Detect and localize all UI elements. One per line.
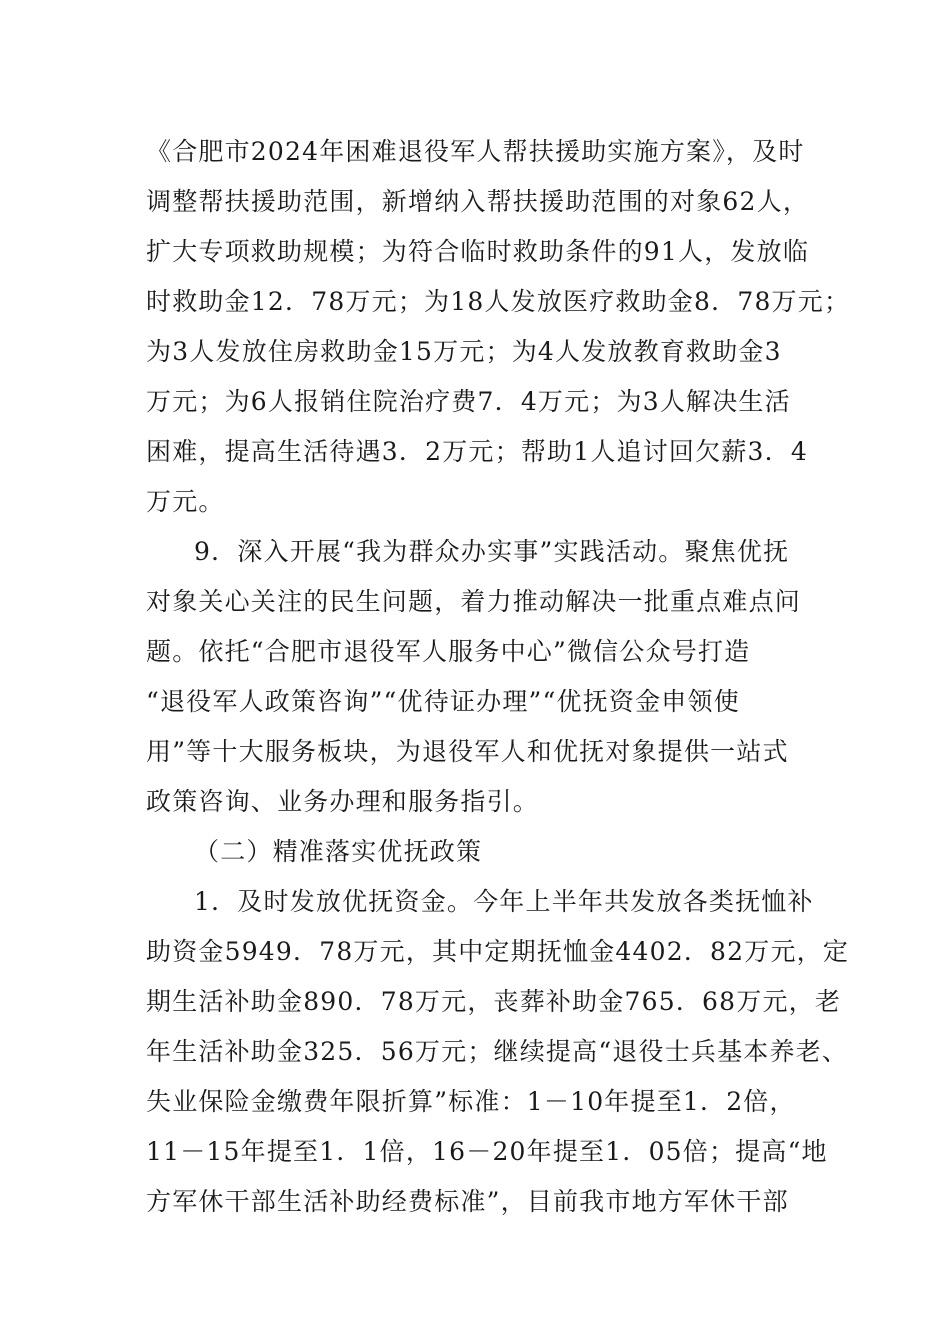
text-line: 失业保险金缴费年限折算”标准：1－10年提至1．2倍， [146,1087,796,1116]
text-line: 政策咨询、业务办理和服务指引。 [146,787,540,816]
text-line: 年生活补助金325．56万元；继续提高“退役士兵基本养老、 [146,1037,849,1066]
text-line: 11－15年提至1．1倍，16－20年提至1．05倍；提高“地 [146,1137,828,1166]
section-heading: （二）精准落实优抚政策 [194,837,483,866]
text-line: 扩大专项救助规模；为符合临时救助条件的91人，发放临 [146,237,810,266]
text-line: 助资金5949．78万元，其中定期抚恤金4402．82万元，定 [146,937,850,966]
text-line: 期生活补助金890．78万元，丧葬补助金765．68万元，老 [146,987,842,1016]
text-line: 题。依托“合肥市退役军人服务中心”微信公众号打造 [146,637,751,666]
text-line: 万元；为6人报销住院治疗费7．4万元；为3人解决生活 [146,387,791,416]
text-line: 调整帮扶援助范围，新增纳入帮扶援助范围的对象62人， [146,187,810,216]
text-line: 为3人发放住房救助金15万元；为4人发放教育救助金3 [146,337,782,366]
text-line: 万元。 [146,487,225,516]
text-line: “退役军人政策咨询”“优待证办理”“优抚资金申领使 [146,687,740,716]
text-line: 时救助金12．78万元；为18人发放医疗救助金8．78万元； [146,287,851,316]
text-line: 困难，提高生活待遇3．2万元；帮助1人追讨回欠薪3．4 [146,437,808,466]
text-line: 用”等十大服务板块，为退役军人和优抚对象提供一站式 [146,737,789,766]
text-line: 1．及时发放优抚资金。今年上半年共发放各类抚恤补 [194,887,814,916]
text-line: 对象关心关注的民生问题，着力推动解决一批重点难点问 [146,587,802,616]
text-line: 方军休干部生活补助经费标准”，目前我市地方军休干部 [146,1187,789,1216]
text-line: 《合肥市2024年困难退役军人帮扶援助实施方案》，及时 [146,137,805,166]
text-line: 9．深入开展“我为群众办实事”实践活动。聚焦优抚 [194,537,790,566]
